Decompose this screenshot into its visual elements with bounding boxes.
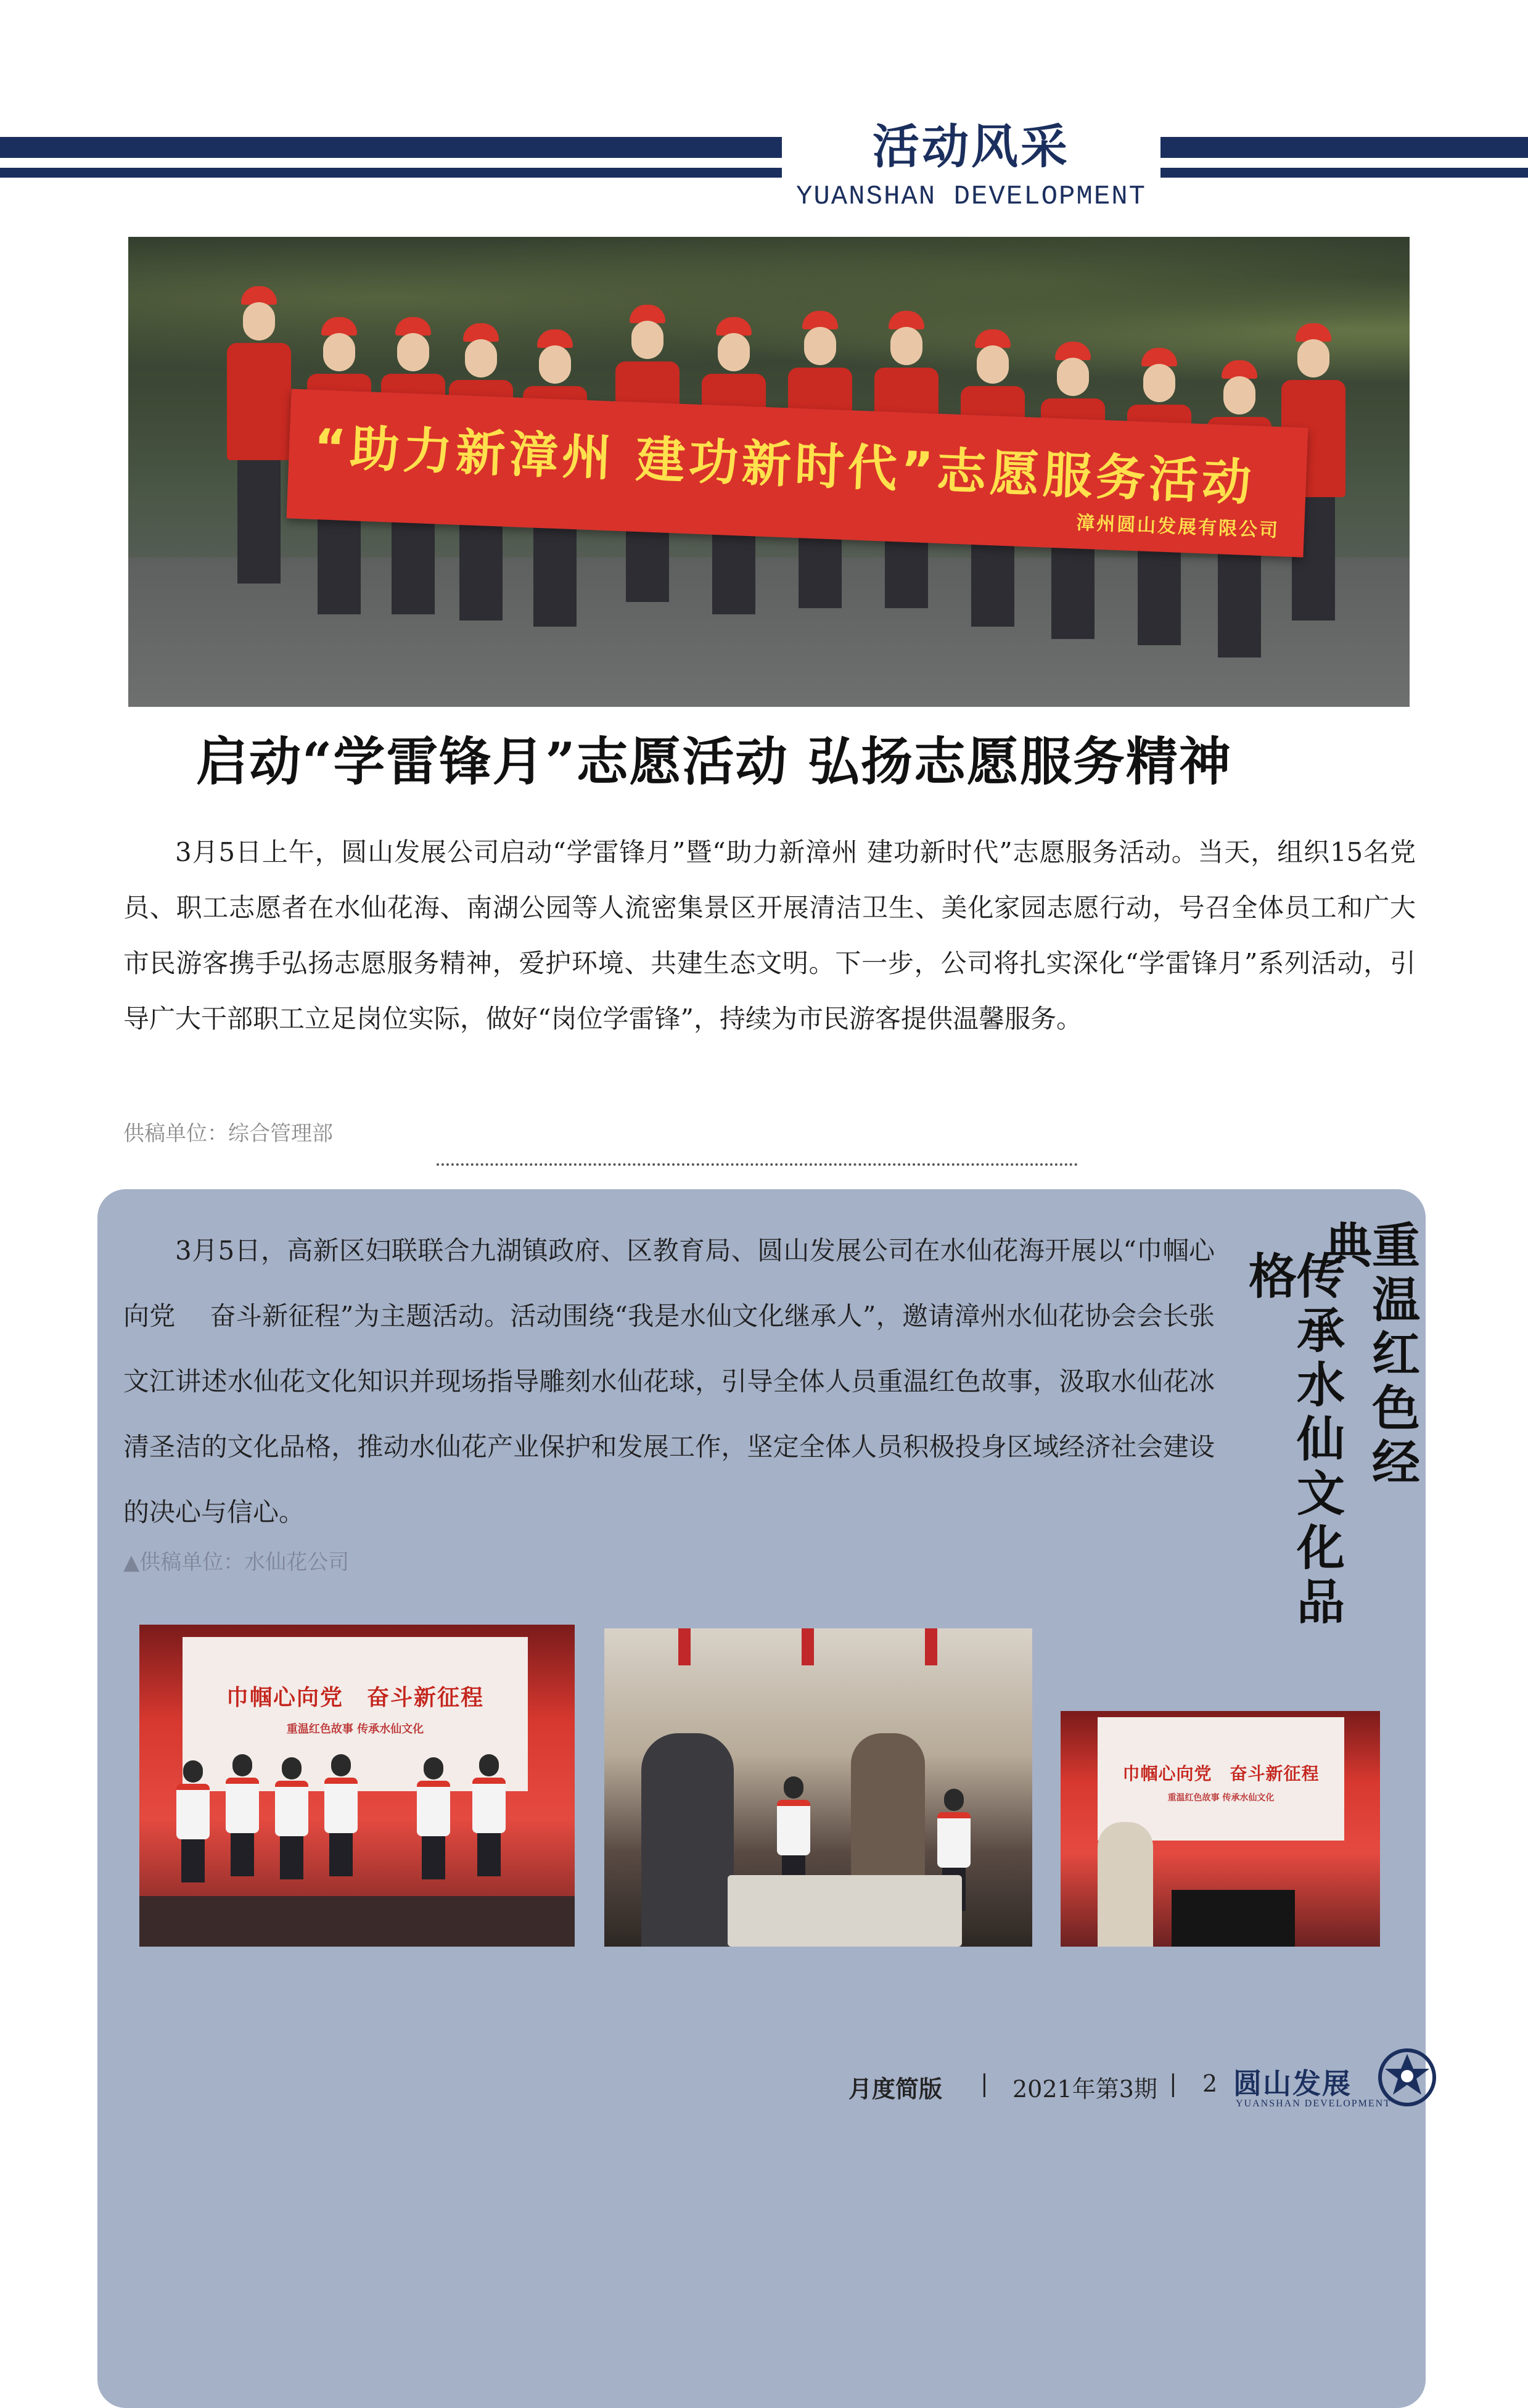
volunteer: [227, 286, 291, 583]
student-performer: [275, 1757, 308, 1879]
backdrop-slogan: 巾帼心向党 奋斗新征程: [1122, 1763, 1320, 1784]
header-bar-right-top: [1160, 137, 1528, 158]
footer-publication: 月度简版: [848, 2076, 943, 2103]
stage-floor: [139, 1896, 575, 1947]
work-table: [728, 1875, 962, 1947]
article2-credit: ▲供稿单位：水仙花公司: [123, 1550, 350, 1575]
volunteers-photo: [128, 237, 1410, 707]
student-performer: [226, 1754, 259, 1876]
podium: [1172, 1890, 1295, 1947]
banner-organization: 漳州圆山发展有限公司: [1075, 512, 1280, 542]
red-lanterns: [604, 1628, 1032, 1665]
carving-workshop-photo: [604, 1628, 1032, 1947]
speaker: [1098, 1822, 1153, 1947]
footer-separator: |: [980, 2070, 988, 2097]
backdrop-slogan: 巾帼心向党 奋斗新征程: [226, 1685, 484, 1710]
student-performer: [176, 1760, 210, 1882]
stage-performance-photo: [139, 1625, 575, 1947]
header-bar-left-bottom: [0, 168, 782, 178]
article2-title-line1: 重温红色经典: [1316, 1220, 1420, 1491]
instructor: [641, 1733, 734, 1947]
banner-slogan: “助力新漳州 建功新时代”志愿服务活动: [313, 418, 1256, 512]
article1-headline: 启动“学雷锋月”志愿活动 弘扬志愿服务精神: [196, 731, 1232, 792]
stage-backdrop: [1098, 1717, 1344, 1841]
footer-issue: 2021年第3期: [1013, 2076, 1157, 2103]
speaker-photo: [1061, 1711, 1380, 1947]
article2-body: 3月5日，高新区妇联联合九湖镇政府、区教育局、圆山发展公司在水仙花海开展以“巾帼心向党 奋斗新征程”为主题活动。活动围绕“我是水仙文化继承人”，邀请漳州水仙花协会会长张文江讲述水仙花文化知识并现场指导雕刻水仙花球，引导全体人员重温红色故事，汲取水仙花冰清圣洁的文化品格，推动水仙花产业保护和发展工作，坚定全体人员积极投身区域经济社会建设的决心与信心。: [123, 1235, 1215, 1527]
divider-dotted: [437, 1163, 1078, 1166]
footer-page-number: 2: [1202, 2070, 1218, 2097]
student-performer: [417, 1757, 450, 1879]
header-bar-left-top: [0, 137, 782, 158]
student-performer: [472, 1754, 506, 1876]
section-subtitle: YUANSHAN DEVELOPMENT: [795, 181, 1147, 212]
article1-body: 3月5日上午，圆山发展公司启动“学雷锋月”暨“助力新漳州 建功新时代”志愿服务活动。当天，组织15名党员、职工志愿者在水仙花海、南湖公园等人流密集景区开展清洁卫生、美化家园志愿行动，号召全体员工和广大市民游客携手弘扬志愿服务精神，爱护环境、共建生态文明。下一步，公司将扎实深化“学雷锋月”系列活动，引导广大干部职工立足岗位实际，做好“岗位学雷锋”，持续为市民游客提供温馨服务。: [123, 837, 1416, 1034]
backdrop-subtitle: 重温红色故事 传承水仙文化: [286, 1723, 424, 1736]
student-performer: [324, 1754, 358, 1876]
footer-brand-subtitle: YUANSHAN DEVELOPMENT: [1236, 2098, 1391, 2109]
footer-brand-name: 圆山发展: [1233, 2067, 1352, 2100]
header-bar-right-bottom: [1160, 168, 1528, 178]
section-title: 活动风采: [873, 119, 1070, 174]
article2-title-line2: 传承水仙文化品格: [1241, 1251, 1345, 1631]
company-logo-icon: [1378, 2048, 1437, 2107]
backdrop-subtitle: 重温红色故事 传承水仙文化: [1167, 1793, 1275, 1803]
article1-credit: 供稿单位：综合管理部: [123, 1121, 333, 1146]
footer-separator: |: [1169, 2070, 1177, 2097]
